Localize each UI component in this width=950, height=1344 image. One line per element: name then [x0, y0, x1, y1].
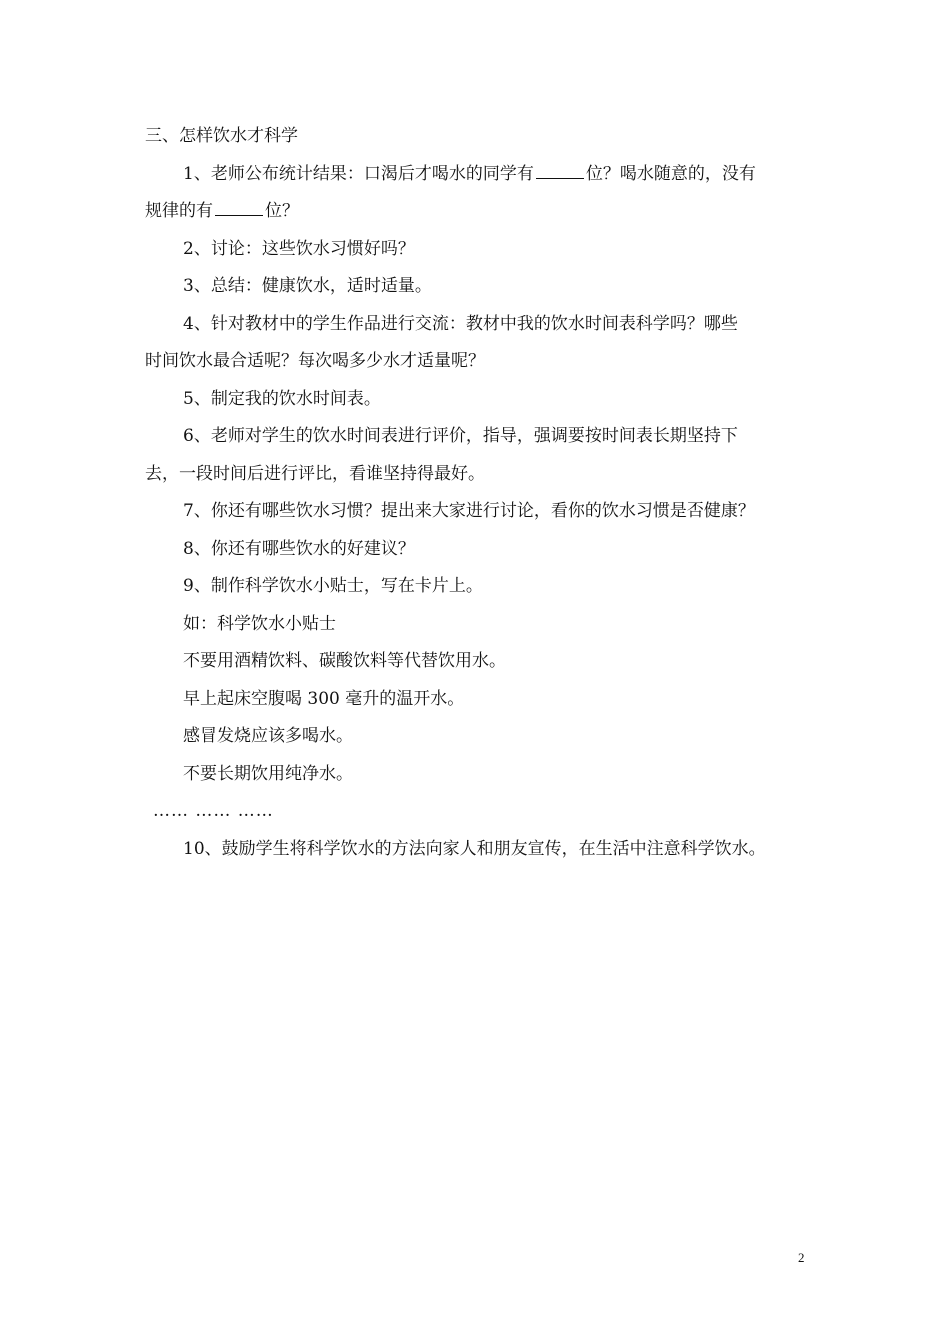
item-1-text-d: 位？: [265, 201, 299, 221]
tip-3: 感冒发烧应该多喝水。: [183, 726, 353, 746]
ellipsis: …… …… ……: [153, 801, 274, 821]
item-1-line-2: [145, 193, 810, 231]
section-title: 三、怎样饮水才科学: [145, 126, 298, 146]
fill-in-blank-2: [215, 214, 263, 216]
item-1-line-1: [145, 156, 810, 194]
item-10: 10、鼓励学生将科学饮水的方法向家人和朋友宣传，在生活中注意科学饮水。: [183, 838, 766, 859]
page-number: 2: [798, 1250, 805, 1265]
item-6-line-2: 去，一段时间后进行评比，看谁坚持得最好。: [145, 463, 485, 484]
tip-intro: 如：科学饮水小贴士: [183, 613, 336, 634]
document-body: [145, 118, 810, 868]
tip-4: 不要长期饮用纯净水。: [183, 763, 353, 784]
item-8: 8、你还有哪些饮水的好建议？: [183, 538, 415, 559]
item-5: 5、制定我的饮水时间表。: [183, 388, 381, 409]
tip-2: 早上起床空腹喝 300 毫升的温开水。: [183, 688, 465, 709]
item-4-line-2: 时间饮水最合适呢？每次喝多少水才适量呢？: [145, 351, 485, 371]
item-1-text-c: 规律的有: [145, 201, 213, 221]
item-7: 7、你还有哪些饮水习惯？提出来大家进行讨论，看你的饮水习惯是否健康？: [183, 501, 755, 521]
item-2: 2、讨论：这些饮水习惯好吗？: [183, 238, 415, 259]
item-1-text-b: 位？喝水随意的，没有: [585, 163, 756, 184]
fill-in-blank-1: [536, 177, 584, 179]
item-6-line-1: 6、老师对学生的饮水时间表进行评价，指导，强调要按时间表长期坚持下: [183, 426, 738, 446]
item-1-text-a: 1、老师公布统计结果：口渴后才喝水的同学有: [183, 163, 534, 184]
item-9: 9、制作科学饮水小贴士，写在卡片上。: [183, 576, 483, 596]
tip-1: 不要用酒精饮料、碳酸饮料等代替饮用水。: [183, 651, 506, 671]
item-4-line-1: 4、针对教材中的学生作品进行交流：教材中我的饮水时间表科学吗？哪些: [183, 313, 738, 334]
item-3: 3、总结：健康饮水，适时适量。: [183, 276, 432, 296]
